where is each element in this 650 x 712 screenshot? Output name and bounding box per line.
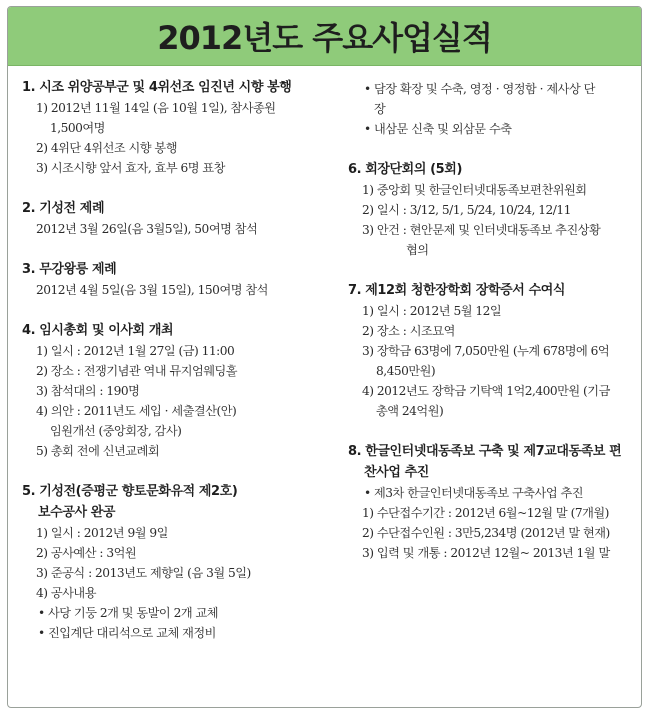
list-item: 2) 장소 : 시조묘역	[362, 324, 455, 338]
list-item: 4) 의안 : 2011년도 세입 · 세출결산(안)	[36, 404, 237, 418]
list-item: 1) 일시 : 2012년 5월 12일	[362, 304, 502, 318]
left-column	[22, 77, 347, 663]
list-item-continuation: 장	[374, 102, 386, 116]
list-item: 2) 일시 : 3/12, 5/1, 5/24, 10/24, 12/11	[362, 203, 571, 217]
bullet-item: • 사당 기둥 2개 및 동발이 2개 교체	[36, 603, 347, 623]
list-item: 3) 장학금 63명에 7,050만원 (누계 678명에 6억	[362, 344, 610, 358]
bullet-item: • 진입계단 대리석으로 교체 재정비	[36, 623, 347, 643]
list-item-continuation: 협의	[406, 243, 429, 257]
section-3	[22, 259, 347, 300]
list-item: 2) 장소 : 전쟁기념관 역내 뮤지엄웨딩홀	[36, 364, 238, 378]
section-items	[362, 483, 640, 563]
section-8	[348, 441, 640, 563]
section-heading: 1. 시조 위양공부군 및 4위선조 임진년 시향 봉행	[22, 80, 292, 95]
section-items	[362, 79, 640, 139]
title-banner	[8, 7, 641, 66]
bullet-item: • 제3차 한글인터넷대동족보 구축사업 추진	[362, 483, 640, 503]
list-item: 4) 공사내용	[36, 586, 96, 600]
document-frame	[7, 6, 642, 708]
list-item: 2) 4위단 4위선조 시향 봉행	[36, 141, 177, 155]
bullet-item: • 담장 확장 및 수축, 영정 · 영정함 · 제사상 단	[362, 79, 640, 99]
list-item: 3) 참석대의 : 190명	[36, 384, 140, 398]
bullet-icon: •	[364, 486, 371, 500]
section-heading: 5. 기성전(증평군 향토문화유적 제2호) 보수공사 완공	[22, 484, 238, 520]
section-text: 2012년 4월 5일(음 3월 15일), 150여명 참석	[36, 283, 268, 297]
section-text: 2012년 3월 26일(음 3월5일), 50여명 참석	[36, 222, 258, 236]
list-item: 1) 일시 : 2012년 1월 27일 (금) 11:00	[36, 344, 235, 358]
section-items	[362, 180, 640, 260]
section-heading: 7. 제12회 청한장학회 장학증서 수여식	[348, 283, 566, 298]
bullet-icon: •	[38, 606, 45, 620]
list-item: 1) 2012년 11월 14일 (음 10월 1일), 참사종원	[36, 101, 276, 115]
section-6	[348, 159, 640, 260]
list-item: 1) 중앙회 및 한글인터넷대동족보편찬위원회	[362, 183, 587, 197]
section-heading: 3. 무강왕릉 제례	[22, 262, 117, 277]
list-item-continuation: 8,450만원)	[376, 364, 436, 378]
list-item-continuation: 임원개선 (중앙회장, 감사)	[50, 424, 182, 438]
section-5-continued	[348, 79, 640, 139]
section-2	[22, 198, 347, 239]
section-heading: 2. 기성전 제례	[22, 201, 105, 216]
list-item-continuation: 1,500여명	[50, 121, 105, 135]
right-column	[348, 79, 640, 583]
section-items	[36, 523, 347, 643]
list-item: 5) 총회 전에 신년교례회	[36, 444, 160, 458]
section-4	[22, 320, 347, 461]
bullet-icon: •	[364, 122, 371, 136]
list-item: 1) 수단접수기간 : 2012년 6월~12월 말 (7개월)	[362, 506, 609, 520]
section-heading: 4. 임시총회 및 이사회 개최	[22, 323, 174, 338]
section-heading: 6. 회장단회의 (5회)	[348, 162, 462, 177]
section-1	[22, 77, 347, 178]
list-item: 3) 안건 : 현안문제 및 인터넷대동족보 추진상황	[362, 223, 601, 237]
section-items	[36, 341, 347, 461]
section-5	[22, 481, 347, 643]
list-item: 3) 시조시향 앞서 효자, 효부 6명 표창	[36, 161, 225, 175]
section-7	[348, 280, 640, 421]
list-item: 1) 일시 : 2012년 9월 9일	[36, 526, 168, 540]
section-heading: 8. 한글인터넷대동족보 구축 및 제7교대동족보 편 찬사업 추진	[348, 444, 622, 480]
page-title: 2012년도 주요사업실적	[157, 19, 492, 57]
list-item-continuation: 총액 24억원)	[376, 404, 444, 418]
section-items	[362, 301, 640, 421]
list-item: 3) 준공식 : 2013년도 제향일 (음 3월 5일)	[36, 566, 251, 580]
section-items	[36, 98, 347, 178]
bullet-icon: •	[38, 626, 45, 640]
bullet-item: • 내삼문 신축 및 외삼문 수축	[362, 119, 640, 139]
list-item: 3) 입력 및 개통 : 2012년 12월~ 2013년 1월 말	[362, 546, 610, 560]
list-item: 4) 2012년도 장학금 기탁액 1억2,400만원 (기금	[362, 384, 610, 398]
bullet-icon: •	[364, 82, 371, 96]
list-item: 2) 공사예산 : 3억원	[36, 546, 137, 560]
list-item: 2) 수단접수인원 : 3만5,234명 (2012년 말 현재)	[362, 526, 610, 540]
